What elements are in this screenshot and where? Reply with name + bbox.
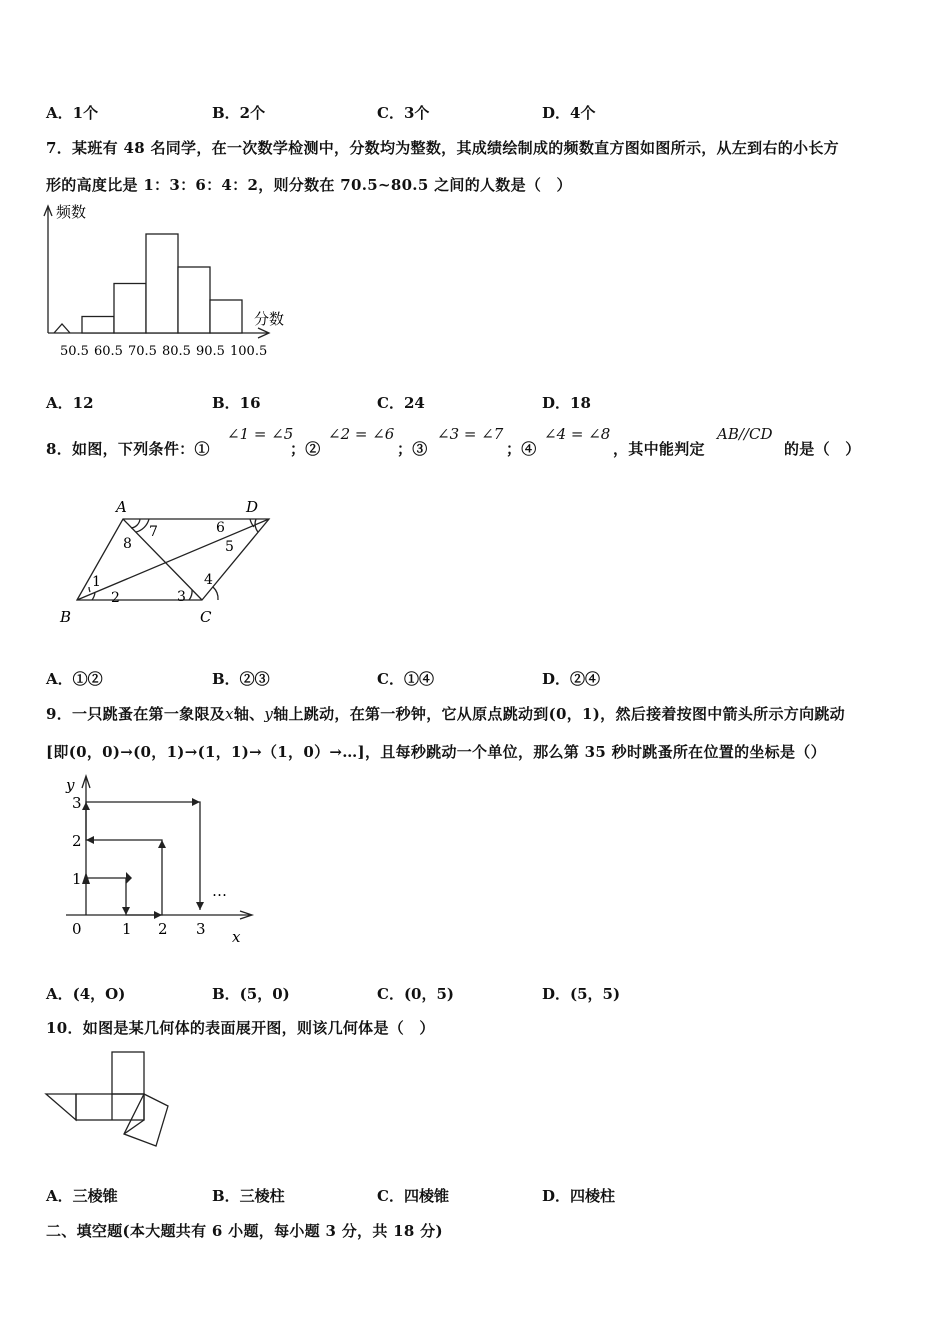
q8-sep-3: ；③ bbox=[397, 440, 428, 458]
q10-stem: 10．如图是某几何体的表面展开图，则该几何体是（ ） bbox=[46, 1019, 435, 1037]
q9-line1-c: 轴上跳动，在第一秒钟，它从原点跳动到(0，1)，然后接着按图中箭头所示方向跳动 bbox=[273, 705, 845, 723]
q7-histogram bbox=[36, 200, 296, 365]
q9-option-d: D．(5，5) bbox=[542, 985, 621, 1003]
angle-label-6: 6 bbox=[216, 520, 225, 536]
q8-option-d: D．②④ bbox=[542, 670, 601, 688]
q10-option-b: B．三棱柱 bbox=[212, 1187, 285, 1205]
angle-label-7: 7 bbox=[149, 524, 158, 540]
q8-condition-2: ∠2 = ∠6 bbox=[328, 425, 395, 443]
y-tick-2: 2 bbox=[72, 832, 82, 850]
x-tick-2: 2 bbox=[158, 920, 168, 938]
q10-net-figure bbox=[44, 1048, 179, 1153]
q6-option-b: B．2个 bbox=[212, 104, 266, 122]
q9-y-var: y bbox=[264, 705, 274, 723]
angle-label-8: 8 bbox=[123, 536, 132, 552]
y-tick-1: 1 bbox=[72, 870, 82, 888]
q8-option-c: C．①④ bbox=[377, 670, 434, 688]
q7-xlabel: 分数 bbox=[254, 310, 285, 328]
histogram-tick-label: 100.5 bbox=[230, 344, 268, 359]
q7-stem-line1: 7．某班有 48 名同学，在一次数学检测中，分数均为整数，其成绩绘制成的频数直方图如图所示，从左到右的小长方 bbox=[46, 139, 839, 157]
histogram-bar bbox=[114, 284, 146, 334]
q9-line1-b: 轴、 bbox=[233, 705, 265, 723]
q7-option-c: C．24 bbox=[377, 394, 425, 412]
q9-option-c: C．(0，5) bbox=[377, 985, 455, 1003]
q8-condition-1: ∠1 = ∠5 bbox=[227, 425, 294, 443]
q9-stem-line1 bbox=[46, 703, 845, 724]
histogram-tick-label: 70.5 bbox=[128, 344, 157, 359]
histogram-bar bbox=[146, 234, 178, 333]
q8-suffix: 的是（ ） bbox=[784, 440, 861, 458]
vertex-b: B bbox=[60, 608, 72, 626]
angle-label-1: 1 bbox=[92, 574, 101, 590]
q8-option-a: A．①② bbox=[46, 670, 103, 688]
q8-mid: ，其中能判定 bbox=[613, 440, 705, 458]
q9-figure bbox=[52, 770, 262, 950]
ellipsis: … bbox=[212, 882, 227, 900]
q8-condition-4: ∠4 = ∠8 bbox=[544, 425, 611, 443]
section-2-title: 二、填空题(本大题共有 6 小题，每小题 3 分，共 18 分) bbox=[46, 1222, 443, 1240]
axis-label-x: x bbox=[232, 928, 241, 946]
histogram-bar bbox=[82, 317, 114, 334]
histogram-tick-label: 50.5 bbox=[60, 344, 89, 359]
q6-option-d: D．4个 bbox=[542, 104, 596, 122]
histogram-tick-label: 90.5 bbox=[196, 344, 225, 359]
q8-option-b: B．②③ bbox=[212, 670, 270, 688]
histogram-tick-label: 80.5 bbox=[162, 344, 191, 359]
q7-option-a: A．12 bbox=[46, 394, 94, 412]
origin-label: 0 bbox=[72, 920, 82, 938]
histogram-bar bbox=[210, 300, 242, 333]
q9-x-var: x bbox=[225, 705, 234, 723]
q7-stem-line2: 形的高度比是 1：3：6：4：2，则分数在 70.5~80.5 之间的人数是（ ） bbox=[46, 176, 572, 194]
q7-option-b: B．16 bbox=[212, 394, 261, 412]
histogram-bar bbox=[178, 267, 210, 333]
q9-option-a: A．(4，O) bbox=[46, 985, 126, 1003]
x-tick-1: 1 bbox=[122, 920, 132, 938]
q8-figure bbox=[52, 492, 282, 632]
vertex-d: D bbox=[246, 498, 259, 516]
q9-stem-line2: [即(0，0)→(0，1)→(1，1)→（1，0）→…]，且每秒跳动一个单位，那么第 35 秒时跳蚤所在位置的坐标是（） bbox=[46, 743, 826, 761]
q6-option-c: C．3个 bbox=[377, 104, 430, 122]
angle-label-5: 5 bbox=[225, 539, 234, 555]
q8-condition-3: ∠3 = ∠7 bbox=[437, 425, 504, 443]
vertex-c: C bbox=[200, 608, 212, 626]
angle-label-3: 3 bbox=[177, 589, 186, 605]
q10-option-c: C．四棱锥 bbox=[377, 1187, 449, 1205]
q9-line1-a: 9．一只跳蚤在第一象限及 bbox=[46, 705, 226, 723]
angle-label-4: 4 bbox=[204, 572, 213, 588]
q8-prefix: 8．如图，下列条件：① bbox=[46, 440, 210, 458]
q8-sep-4: ；④ bbox=[506, 440, 537, 458]
angle-label-2: 2 bbox=[111, 590, 120, 606]
q7-option-d: D．18 bbox=[542, 394, 591, 412]
q7-ylabel: 频数 bbox=[56, 203, 87, 221]
q10-option-d: D．四棱柱 bbox=[542, 1187, 616, 1205]
q9-option-b: B．(5，0) bbox=[212, 985, 290, 1003]
q6-option-a: A．1个 bbox=[46, 104, 99, 122]
vertex-a: A bbox=[116, 498, 127, 516]
q8-parallel: AB//CD bbox=[717, 425, 773, 443]
histogram-tick-label: 60.5 bbox=[94, 344, 123, 359]
y-tick-3: 3 bbox=[72, 794, 82, 812]
q8-sep-2: ；② bbox=[290, 440, 321, 458]
x-tick-3: 3 bbox=[196, 920, 206, 938]
axis-label-y: y bbox=[66, 776, 75, 794]
q10-option-a: A．三棱锥 bbox=[46, 1187, 118, 1205]
